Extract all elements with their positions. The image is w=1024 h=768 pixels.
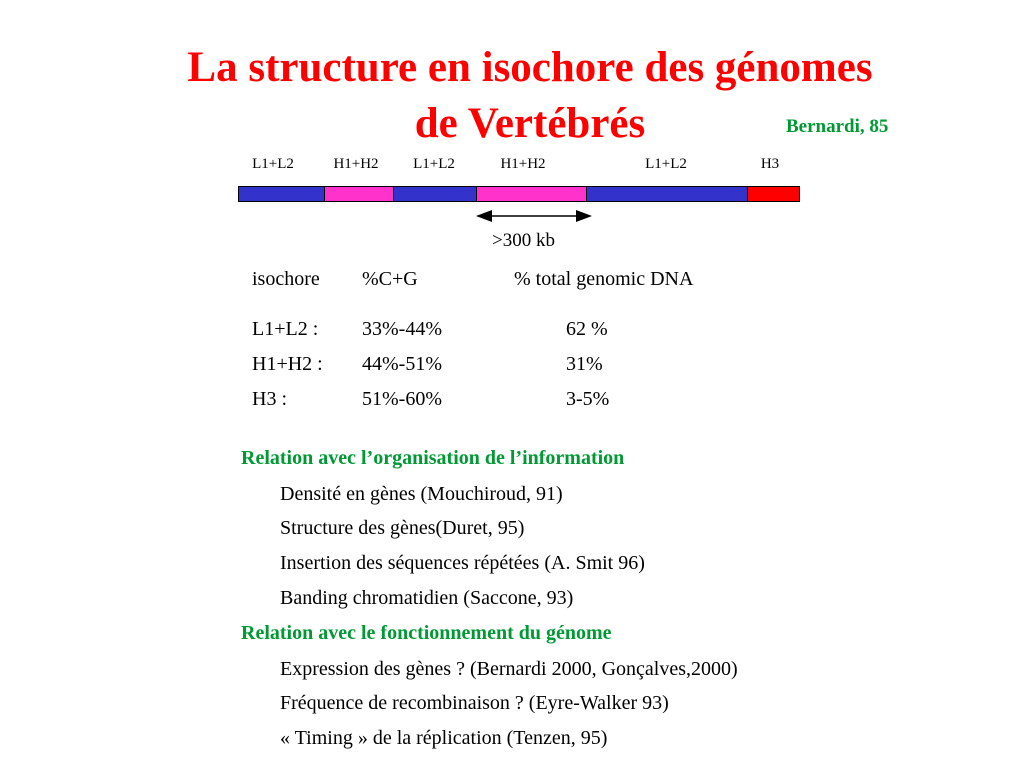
list-item: Insertion des séquences répétées (A. Smit 96) — [280, 552, 645, 574]
slide-title-line-1: La structure en isochore des génomes — [187, 44, 873, 91]
table-cell: 31% — [566, 353, 603, 375]
table-header-genomic-dna: % total genomic DNA — [514, 268, 694, 290]
table-cell: H3 : — [252, 388, 287, 410]
table-cell: 51%-60% — [362, 388, 442, 410]
table-cell: 33%-44% — [362, 318, 442, 340]
section-heading-information: Relation avec l’organisation de l’information — [241, 447, 625, 469]
table-header-gc: %C+G — [362, 268, 418, 290]
segment-bar-4 — [476, 186, 588, 202]
section-heading-function: Relation avec le fonctionnement du génome — [241, 622, 612, 644]
list-item: Fréquence de recombinaison ? (Eyre-Walker 93) — [280, 692, 669, 714]
table-cell: L1+L2 : — [252, 318, 319, 340]
segment-label-5: L1+L2 — [645, 156, 687, 172]
scale-label: >300 kb — [492, 230, 555, 251]
table-header-isochore: isochore — [252, 268, 320, 290]
table-cell: 44%-51% — [362, 353, 442, 375]
list-item: Expression des gènes ? (Bernardi 2000, Gonçalves,2000) — [280, 658, 738, 680]
segment-bar-6 — [747, 186, 800, 202]
table-cell: 62 % — [566, 318, 608, 340]
list-item: Densité en gènes (Mouchiroud, 91) — [280, 483, 563, 505]
segment-label-6: H3 — [760, 156, 780, 172]
slide-title-line-2: de Vertébrés — [414, 100, 646, 147]
list-item: Structure des gènes(Duret, 95) — [280, 517, 525, 539]
segment-label-3: L1+L2 — [413, 156, 455, 172]
list-item: Banding chromatidien (Saccone, 93) — [280, 587, 574, 609]
segment-label-2: H1+H2 — [333, 156, 379, 172]
segment-bar-1 — [238, 186, 326, 202]
citation: Bernardi, 85 — [786, 116, 889, 137]
double-arrow-icon — [476, 206, 592, 226]
segment-bar-5 — [586, 186, 749, 202]
segment-label-1: L1+L2 — [252, 156, 294, 172]
table-cell: H1+H2 : — [252, 353, 323, 375]
segment-bar-2 — [324, 186, 395, 202]
list-item: « Timing » de la réplication (Tenzen, 95) — [280, 727, 608, 749]
segment-label-4: H1+H2 — [500, 156, 546, 172]
table-cell: 3-5% — [566, 388, 610, 410]
segment-bar-3 — [393, 186, 478, 202]
